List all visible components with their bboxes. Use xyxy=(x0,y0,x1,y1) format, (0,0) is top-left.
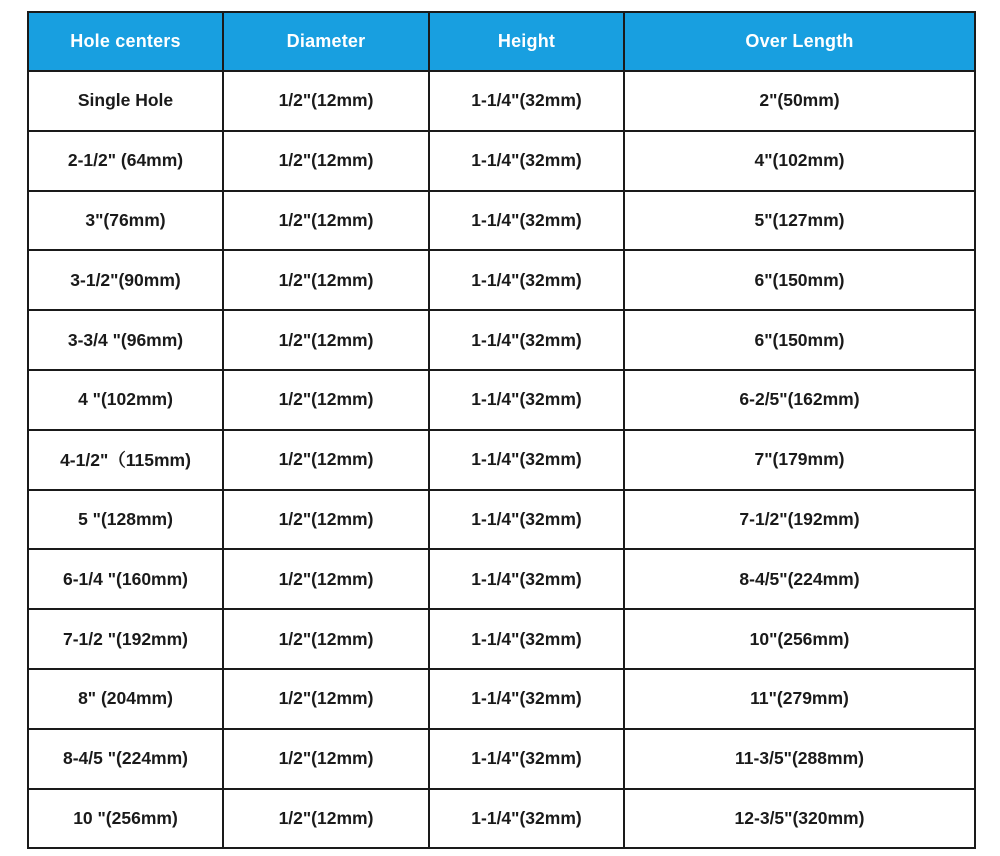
cell-over-length: 6-2/5"(162mm) xyxy=(624,370,975,430)
cell-over-length: 2"(50mm) xyxy=(624,71,975,131)
cell-diameter: 1/2"(12mm) xyxy=(223,370,429,430)
cell-over-length: 7-1/2"(192mm) xyxy=(624,490,975,550)
cell-hole-centers: Single Hole xyxy=(28,71,223,131)
dimension-spec-table xyxy=(27,11,976,849)
table-row xyxy=(28,370,975,430)
column-header-height: Height xyxy=(429,12,624,71)
cell-height: 1-1/4"(32mm) xyxy=(429,490,624,550)
cell-over-length: 6"(150mm) xyxy=(624,310,975,370)
table-row xyxy=(28,789,975,849)
table-row xyxy=(28,310,975,370)
cell-height: 1-1/4"(32mm) xyxy=(429,370,624,430)
cell-hole-centers: 3-1/2"(90mm) xyxy=(28,250,223,310)
cell-height: 1-1/4"(32mm) xyxy=(429,729,624,789)
cell-height: 1-1/4"(32mm) xyxy=(429,250,624,310)
cell-over-length: 10"(256mm) xyxy=(624,609,975,669)
table-row xyxy=(28,609,975,669)
cell-diameter: 1/2"(12mm) xyxy=(223,430,429,490)
table-row xyxy=(28,131,975,191)
column-header-diameter: Diameter xyxy=(223,12,429,71)
cell-hole-centers: 6-1/4 "(160mm) xyxy=(28,549,223,609)
cell-diameter: 1/2"(12mm) xyxy=(223,71,429,131)
cell-height: 1-1/4"(32mm) xyxy=(429,669,624,729)
header-row xyxy=(28,12,975,71)
cell-height: 1-1/4"(32mm) xyxy=(429,549,624,609)
cell-diameter: 1/2"(12mm) xyxy=(223,669,429,729)
cell-hole-centers: 7-1/2 "(192mm) xyxy=(28,609,223,669)
cell-hole-centers: 2-1/2" (64mm) xyxy=(28,131,223,191)
cell-diameter: 1/2"(12mm) xyxy=(223,191,429,251)
cell-height: 1-1/4"(32mm) xyxy=(429,191,624,251)
cell-hole-centers: 3-3/4 "(96mm) xyxy=(28,310,223,370)
cell-over-length: 4"(102mm) xyxy=(624,131,975,191)
cell-height: 1-1/4"(32mm) xyxy=(429,430,624,490)
table-row xyxy=(28,71,975,131)
cell-height: 1-1/4"(32mm) xyxy=(429,310,624,370)
column-header-over-length: Over Length xyxy=(624,12,975,71)
table-row xyxy=(28,729,975,789)
cell-height: 1-1/4"(32mm) xyxy=(429,131,624,191)
table-row xyxy=(28,250,975,310)
cell-diameter: 1/2"(12mm) xyxy=(223,131,429,191)
cell-height: 1-1/4"(32mm) xyxy=(429,789,624,849)
cell-over-length: 11"(279mm) xyxy=(624,669,975,729)
table-row xyxy=(28,549,975,609)
cell-over-length: 11-3/5"(288mm) xyxy=(624,729,975,789)
table-row xyxy=(28,191,975,251)
cell-over-length: 12-3/5"(320mm) xyxy=(624,789,975,849)
cell-diameter: 1/2"(12mm) xyxy=(223,789,429,849)
cell-diameter: 1/2"(12mm) xyxy=(223,609,429,669)
cell-hole-centers: 4-1/2"（115mm) xyxy=(28,430,223,490)
cell-hole-centers: 3"(76mm) xyxy=(28,191,223,251)
table-row xyxy=(28,669,975,729)
cell-diameter: 1/2"(12mm) xyxy=(223,549,429,609)
cell-height: 1-1/4"(32mm) xyxy=(429,71,624,131)
cell-diameter: 1/2"(12mm) xyxy=(223,729,429,789)
cell-hole-centers: 8" (204mm) xyxy=(28,669,223,729)
cell-diameter: 1/2"(12mm) xyxy=(223,310,429,370)
cell-height: 1-1/4"(32mm) xyxy=(429,609,624,669)
cell-over-length: 6"(150mm) xyxy=(624,250,975,310)
cell-hole-centers: 10 "(256mm) xyxy=(28,789,223,849)
cell-hole-centers: 5 "(128mm) xyxy=(28,490,223,550)
column-header-hole-centers: Hole centers xyxy=(28,12,223,71)
cell-diameter: 1/2"(12mm) xyxy=(223,490,429,550)
table-row xyxy=(28,430,975,490)
table-row xyxy=(28,490,975,550)
cell-over-length: 5"(127mm) xyxy=(624,191,975,251)
cell-hole-centers: 8-4/5 "(224mm) xyxy=(28,729,223,789)
cell-over-length: 8-4/5"(224mm) xyxy=(624,549,975,609)
cell-diameter: 1/2"(12mm) xyxy=(223,250,429,310)
cell-hole-centers: 4 "(102mm) xyxy=(28,370,223,430)
cell-over-length: 7"(179mm) xyxy=(624,430,975,490)
